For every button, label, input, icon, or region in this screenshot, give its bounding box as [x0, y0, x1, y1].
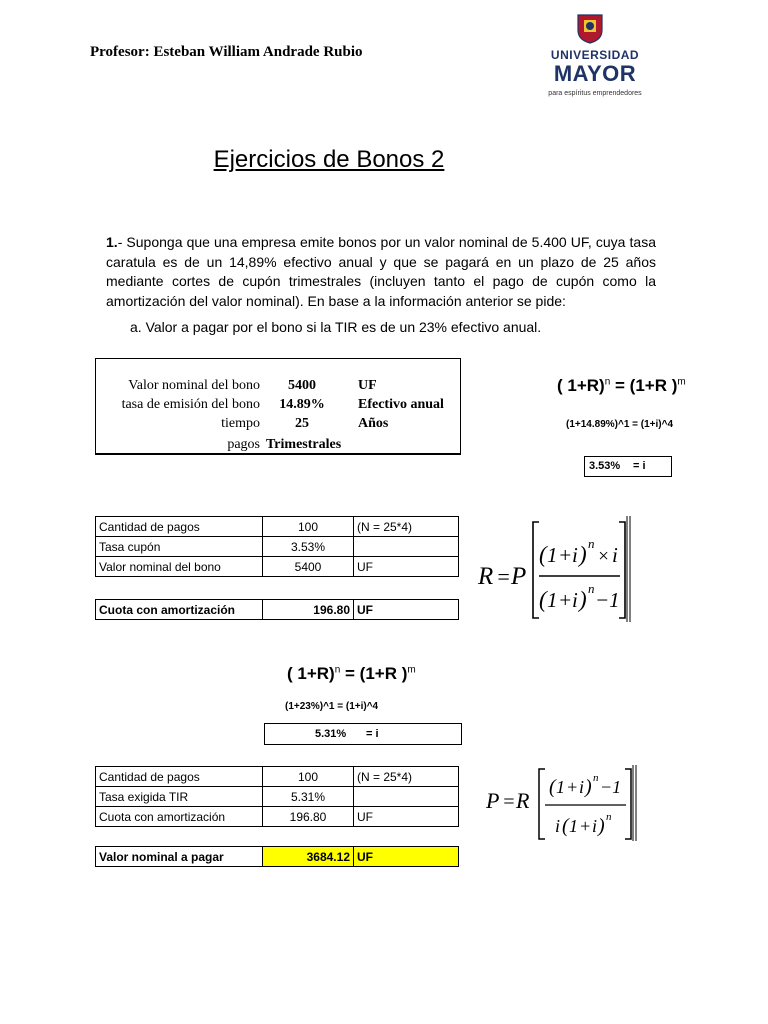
table-cell: Valor nominal a pagar — [96, 847, 263, 867]
present-value-formula — [483, 763, 643, 843]
rate-result-label: = i — [633, 460, 646, 472]
math-i: i — [555, 816, 561, 836]
table-cell: Cuota con amortización — [96, 600, 263, 620]
info-value: 25 — [295, 416, 309, 431]
math-minus-one: −1 — [600, 777, 622, 797]
formula-exp-m: m — [407, 664, 416, 676]
math-n: n — [606, 811, 612, 823]
logo-university-text: UNIVERSIDAD — [550, 48, 640, 62]
math-i: i — [572, 588, 578, 612]
math-plus: + — [558, 543, 573, 567]
table-cell: Tasa exigida TIR — [96, 787, 263, 807]
formula-lhs: ( 1+R) — [557, 376, 605, 395]
math-plus: + — [579, 816, 592, 836]
problem-statement — [106, 233, 656, 311]
table-cell: (N = 25*4) — [354, 517, 459, 537]
info-value: Trimestrales — [266, 437, 342, 452]
math-n: n — [588, 581, 595, 596]
math-R: R — [478, 563, 494, 590]
compound-rate-formula-2 — [287, 664, 416, 684]
math-i: i — [612, 543, 618, 567]
table-cell: 100 — [263, 517, 354, 537]
table-cell: 196.80 — [263, 807, 354, 827]
math-paren: ( — [539, 542, 547, 567]
info-label: Valor nominal del bono — [128, 378, 260, 393]
info-unit: UF — [358, 378, 377, 393]
info-value: 5400 — [288, 378, 316, 393]
math-one: 1 — [547, 543, 558, 567]
rate-result-box — [584, 456, 672, 477]
math-times: × — [597, 546, 610, 567]
math-i: i — [592, 816, 598, 836]
math-minus-one: −1 — [595, 588, 620, 612]
math-one: 1 — [569, 816, 578, 836]
info-label: pagos — [227, 437, 260, 452]
rate-result-box-2 — [264, 723, 462, 745]
formula-rhs: = (1+R ) — [340, 664, 408, 683]
math-P: P — [486, 788, 500, 813]
table-row — [96, 767, 459, 787]
table-cell: Tasa cupón — [96, 537, 263, 557]
table-cell — [354, 787, 459, 807]
highlighted-unit-cell: UF — [354, 847, 459, 867]
math-i: i — [572, 543, 578, 567]
math-paren: ( — [539, 587, 547, 612]
math-one: 1 — [556, 777, 565, 797]
table-row — [96, 537, 459, 557]
math-plus: + — [566, 777, 579, 797]
annuity-formula — [475, 514, 635, 622]
math-n: n — [593, 772, 599, 784]
math-paren: ) — [579, 587, 587, 612]
table-cell: Valor nominal del bono — [96, 557, 263, 577]
table-cell: 100 — [263, 767, 354, 787]
formula-exp-m: m — [677, 376, 686, 388]
info-label: tiempo — [221, 416, 260, 431]
rate-result-value: 3.53% — [589, 460, 621, 472]
table-cell: Cuota con amortización — [96, 807, 263, 827]
math-paren: ) — [585, 776, 592, 798]
table-cell: UF — [354, 557, 459, 577]
table-cell: UF — [354, 600, 459, 620]
info-unit: Efectivo anual — [358, 397, 444, 412]
coupon-result-table — [95, 599, 459, 620]
question-a: a. Valor a pagar por el bono si la TIR es de un 23% efectivo anual. — [130, 319, 542, 335]
tir-table — [95, 766, 459, 827]
formula-exp-n: n — [334, 664, 341, 676]
table-cell: 5400 — [263, 557, 354, 577]
info-unit: Años — [358, 416, 389, 431]
info-label: tasa de emisión del bono — [121, 397, 260, 412]
table-cell: 196.80 — [263, 600, 354, 620]
table-row — [96, 557, 459, 577]
formula-rhs: = (1+R ) — [610, 376, 678, 395]
table-row — [96, 517, 459, 537]
math-plus: + — [558, 588, 573, 612]
coupon-table — [95, 516, 459, 577]
formula-exp-n: n — [604, 376, 611, 388]
logo-mayor-text: MAYOR — [553, 61, 637, 86]
table-cell: (N = 25*4) — [354, 767, 459, 787]
logo-tagline: para espíritus emprendedores — [548, 90, 642, 97]
shield-icon — [577, 14, 603, 44]
professor-name: Profesor: Esteban William Andrade Rubio — [90, 44, 363, 60]
university-logo — [545, 14, 645, 104]
math-paren: ( — [549, 776, 556, 798]
math-paren: ) — [598, 815, 605, 837]
math-paren: ( — [562, 815, 569, 837]
compound-rate-formula — [557, 376, 686, 396]
table-cell: Cantidad de pagos — [96, 517, 263, 537]
problem-text: - Suponga que una empresa emite bonos por un valor nominal de 5.400 UF, cuya tasa caratula es de un 14,89% efectivo anual y que se pagará en un plazo de 25 años mediante cortes de cupón trimestrales (incluyen tanto el pago de cupón como la amortización del valor nominal). En base a la información anterior se pide: — [106, 234, 656, 309]
formula-substitution: (1+14.89%)^1 = (1+i)^4 — [566, 419, 674, 430]
table-row — [96, 600, 459, 620]
math-paren: ) — [579, 542, 587, 567]
table-row — [96, 807, 459, 827]
table-cell: 5.31% — [263, 787, 354, 807]
math-equals: = — [502, 791, 516, 813]
highlighted-result-cell: 3684.12 — [263, 847, 354, 867]
table-cell: 3.53% — [263, 537, 354, 557]
problem-number: 1. — [106, 234, 118, 250]
page-title: Ejercicios de Bonos 2 — [213, 146, 445, 173]
formula-lhs: ( 1+R) — [287, 664, 335, 683]
math-i: i — [579, 777, 585, 797]
table-cell — [354, 537, 459, 557]
bond-info-box — [95, 358, 461, 455]
table-row — [96, 847, 459, 867]
table-cell: Cantidad de pagos — [96, 767, 263, 787]
formula-substitution-2: (1+23%)^1 = (1+i)^4 — [285, 701, 379, 712]
table-cell: UF — [354, 807, 459, 827]
math-n: n — [588, 536, 595, 551]
rate-result-label: = i — [366, 728, 379, 740]
math-R: R — [516, 788, 530, 813]
info-value: 14.89% — [279, 397, 325, 412]
rate-result-value: 5.31% — [315, 728, 347, 740]
table-row — [96, 787, 459, 807]
math-equals: = — [496, 564, 511, 589]
math-P: P — [511, 563, 527, 590]
nominal-value-result-table — [95, 846, 459, 867]
math-one: 1 — [547, 588, 558, 612]
